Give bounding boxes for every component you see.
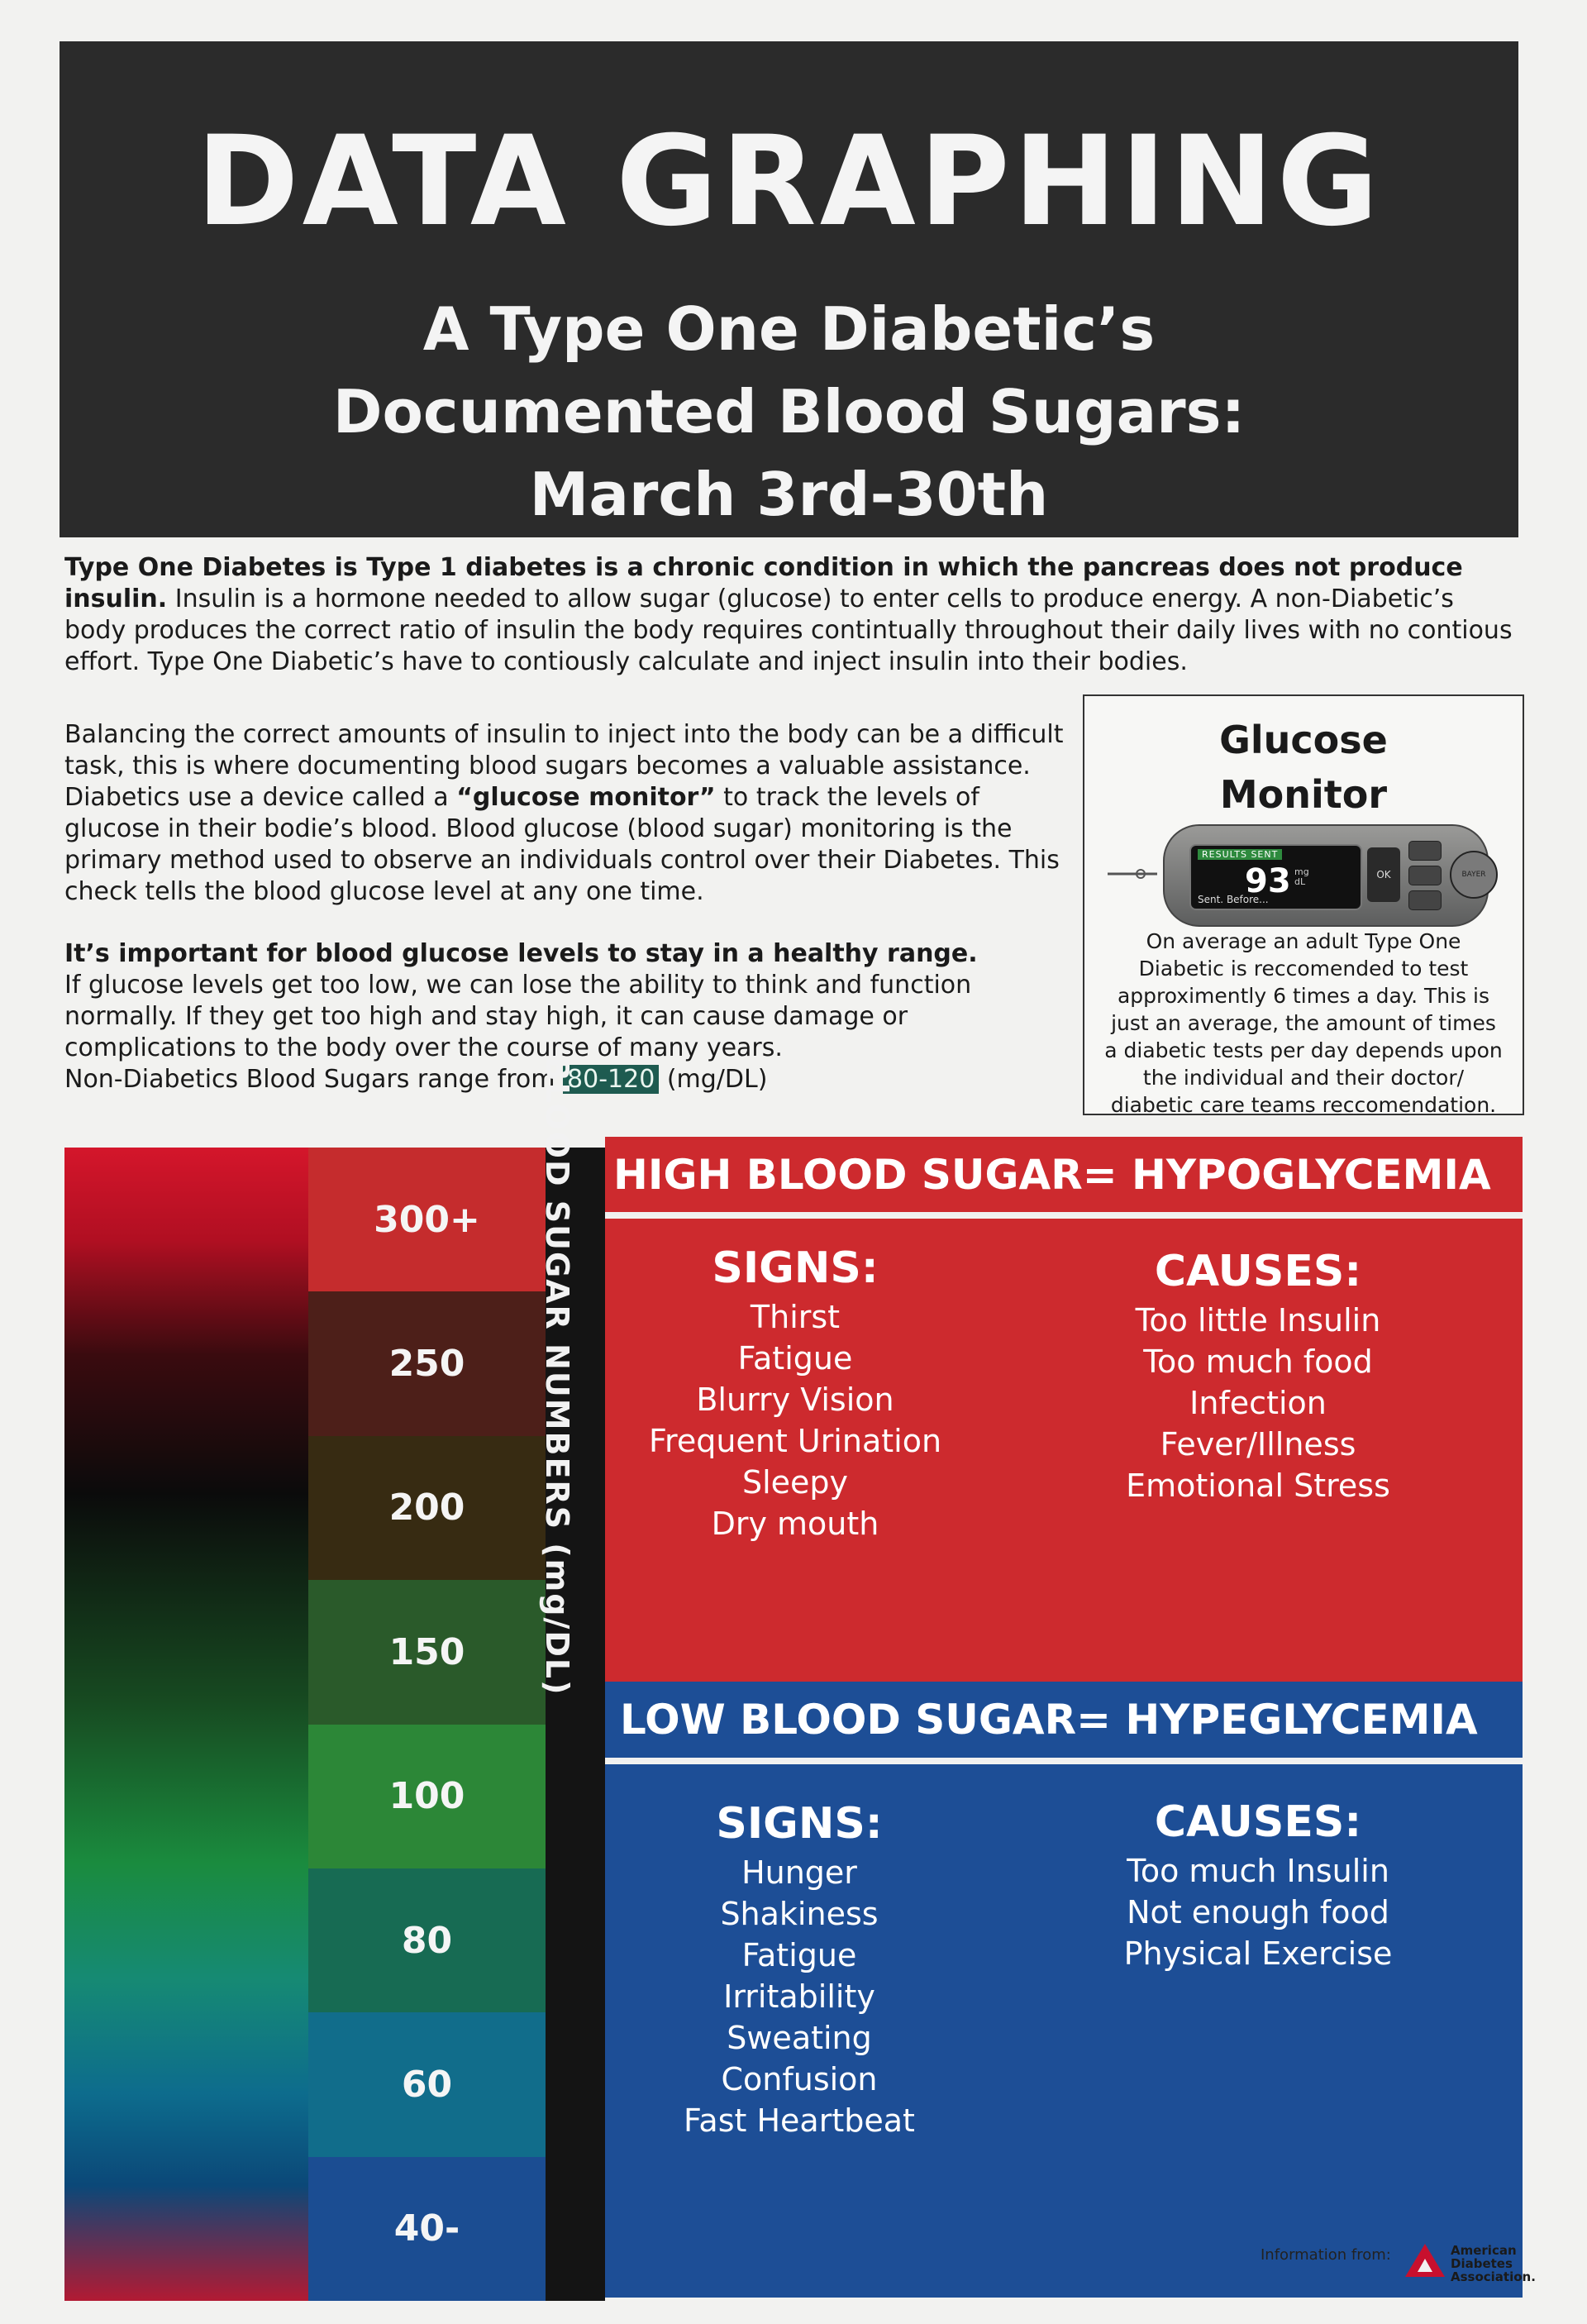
para2-after: to track the levels of glucose in their bodie’s blood. Blood glucose (blood sugar) monitoring is the primary method used to observe an individuals control over their Diabetes. This check tells the blood glucose level at any one time.	[64, 783, 1060, 906]
monitor-text-line: Diabetic is reccomended to test	[1138, 957, 1469, 981]
blood-sugar-scale	[308, 1148, 546, 2301]
high-causes-title: CAUSES:	[1154, 1247, 1362, 1296]
meter-button	[1408, 866, 1442, 885]
monitor-text-line: a diabetic tests per day depends upon	[1104, 1038, 1503, 1062]
high-sugar-heading: HIGH BLOOD SUGAR= HYPOGLYCEMIA	[605, 1137, 1523, 1215]
high-causes-column	[1084, 1245, 1432, 1506]
low-signs-column	[663, 1797, 936, 2141]
intro-paragraph	[64, 552, 1519, 678]
para2-before: Balancing the correct amounts of insulin to inject into the body can be a difficult task, this is where documenting blood sugars becomes a valuable assistance. Diabetics use a device called a	[64, 720, 1064, 812]
meter-unit-bottom: dL	[1294, 876, 1306, 887]
meter-unit	[1294, 867, 1309, 887]
scale-band-label: 150	[388, 1630, 465, 1673]
subtitle-line: Documented Blood Sugars:	[332, 377, 1246, 446]
high-cause-item: Too much food	[1143, 1343, 1373, 1380]
low-cause-item: Not enough food	[1127, 1894, 1389, 1930]
meter-screen	[1189, 844, 1362, 910]
scale-band	[308, 2012, 546, 2156]
glucose-meter-image	[1163, 824, 1489, 927]
low-sign-item: Fast Heartbeat	[684, 2102, 915, 2139]
monitor-text-line: On average an adult Type One	[1146, 929, 1461, 953]
monitor-title-line: Monitor	[1219, 772, 1388, 817]
high-cause-item: Emotional Stress	[1126, 1467, 1390, 1504]
poster-header	[60, 41, 1518, 537]
meter-results-badge: RESULTS SENT	[1198, 849, 1282, 860]
scale-band-label: 250	[388, 1343, 465, 1386]
source-label: Information from:	[1261, 2246, 1391, 2264]
bayer-logo: BAYER	[1450, 851, 1498, 899]
high-sign-item: Sleepy	[741, 1464, 849, 1501]
low-sign-item: Hunger	[741, 1854, 857, 1891]
ada-name	[1451, 2244, 1536, 2283]
scale-band	[308, 1436, 546, 1580]
high-signs-column	[638, 1242, 952, 1544]
high-sign-item: Dry mouth	[711, 1506, 879, 1542]
range-suffix: (mg/DL)	[659, 1065, 768, 1094]
low-cause-item: Too much Insulin	[1127, 1853, 1389, 1889]
high-sign-item: Blurry Vision	[696, 1382, 894, 1418]
low-causes-title: CAUSES:	[1154, 1797, 1362, 1847]
low-signs-title: SIGNS:	[716, 1799, 883, 1849]
monitor-text-line: the individual and their doctor/	[1142, 1066, 1465, 1090]
high-sign-item: Frequent Urination	[648, 1423, 942, 1459]
ada-name-line: Association.	[1451, 2269, 1536, 2284]
meter-ok-button: OK	[1367, 847, 1400, 902]
range-prefix: Non-Diabetics Blood Sugars range from	[64, 1065, 564, 1094]
high-sugar-panel	[605, 1219, 1523, 1682]
range-highlight: 80-120	[563, 1065, 659, 1094]
glucose-monitor-box	[1083, 694, 1524, 1115]
low-sign-item: Irritability	[723, 1978, 875, 2015]
high-signs-title: SIGNS:	[712, 1243, 879, 1293]
meter-button	[1408, 841, 1442, 861]
scale-band-label: 40-	[393, 2207, 460, 2250]
meter-unit-top: mg	[1294, 866, 1309, 877]
scale-band	[308, 1580, 546, 1724]
scale-band	[308, 1291, 546, 1435]
high-sign-item: Thirst	[750, 1299, 841, 1335]
high-cause-item: Too little Insulin	[1135, 1302, 1381, 1339]
low-sugar-heading: LOW BLOOD SUGAR= HYPEGLYCEMIA	[605, 1682, 1523, 1761]
subtitle-line: March 3rd-30th	[529, 460, 1049, 529]
subtitle-line: A Type One Diabetic’s	[422, 294, 1156, 364]
scale-band-label: 60	[401, 2063, 453, 2106]
scale-band-label: 300+	[374, 1198, 480, 1241]
scale-band	[308, 2157, 546, 2301]
monitor-title-line: Glucose	[1219, 718, 1388, 762]
monitor-text-line: diabetic care teams reccomendation.	[1110, 1093, 1497, 1117]
low-sign-item: Fatigue	[741, 1937, 857, 1973]
monitor-paragraph	[64, 719, 1073, 908]
meter-reading: 93	[1245, 862, 1291, 900]
low-sugar-panel	[605, 1764, 1523, 2298]
para3-bold: It’s important for blood glucose levels to stay in a healthy range.	[64, 939, 978, 968]
test-strip-icon	[1108, 866, 1161, 882]
scale-band	[308, 1868, 546, 2012]
monitor-text-line: approximently 6 times a day. This is	[1117, 984, 1489, 1008]
monitor-description	[1093, 928, 1514, 1119]
intro-text: Insulin is a hormone needed to allow sugar (glucose) to enter cells to produce energy. A non-Diabetic’s body produces the correct ratio of insulin the body requires contintually throughout their daily lives with no contious effort. Type One Diabetic’s have to contiously calculate and inject insulin into their bodies.	[64, 585, 1513, 676]
low-causes-column	[1093, 1796, 1423, 1974]
ada-logo	[1405, 2242, 1537, 2292]
high-cause-item: Infection	[1189, 1385, 1327, 1421]
para2-bold: “glucose monitor”	[456, 783, 716, 812]
scale-band	[308, 1725, 546, 1868]
monitor-title	[1084, 713, 1523, 822]
scale-band-label: 100	[388, 1775, 465, 1818]
ada-name-line: American	[1451, 2243, 1517, 2258]
low-sign-item: Sweating	[727, 2020, 872, 2056]
color-gradient-bar	[64, 1148, 308, 2301]
para3-text: If glucose levels get too low, we can lose the ability to think and function normally. If they get too high and stay high, it can cause damage or complications to the body over the course of many years.	[64, 971, 972, 1062]
low-cause-item: Physical Exercise	[1123, 1935, 1393, 1972]
scale-band-label: 80	[401, 1919, 453, 1962]
poster-subtitle	[60, 288, 1518, 536]
ada-name-line: Diabetes	[1451, 2256, 1513, 2271]
scale-band-label: 200	[388, 1487, 465, 1529]
poster-title: DATA GRAPHING	[196, 110, 1382, 254]
monitor-text-line: just an average, the amount of times	[1111, 1011, 1496, 1035]
ada-triangle-icon	[1405, 2244, 1445, 2277]
low-sign-item: Confusion	[721, 2061, 878, 2097]
intro-bold: Type One Diabetes is Type 1 diabetes is a chronic condition in which the pancreas does not produce insulin.	[64, 553, 1463, 613]
low-sign-item: Shakiness	[720, 1896, 879, 1932]
meter-button	[1408, 890, 1442, 910]
high-cause-item: Fever/Illness	[1160, 1426, 1356, 1463]
scale-band	[308, 1148, 546, 1291]
axis-label: BLOOD SUGAR NUMBERS (mg/DL)	[539, 1057, 575, 1696]
high-sign-item: Fatigue	[737, 1340, 853, 1377]
meter-status: Sent. Before...	[1198, 894, 1269, 905]
